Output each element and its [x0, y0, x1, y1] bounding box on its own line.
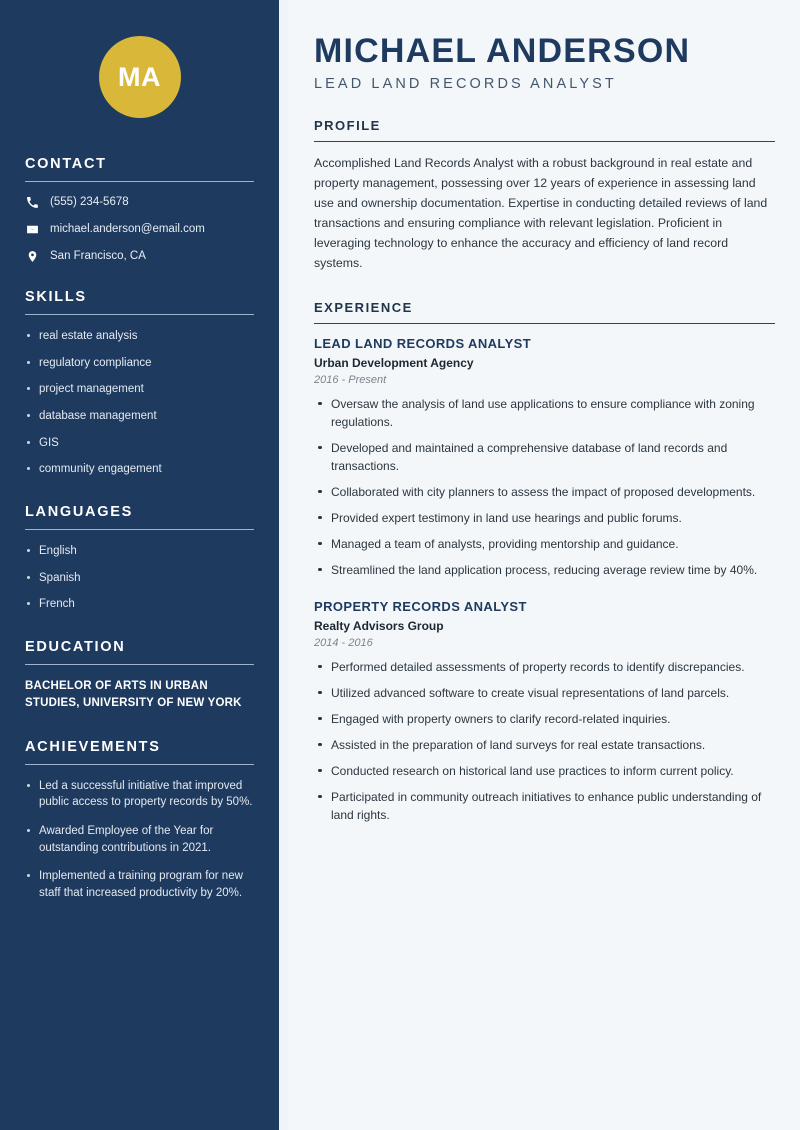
job-dates: 2016 - Present	[314, 373, 387, 386]
contact-item-phone[interactable]	[25, 195, 254, 209]
education-heading: EDUCATION	[25, 639, 126, 656]
job-company: Urban Development Agency	[314, 355, 474, 370]
achievements-list	[25, 778, 254, 902]
phone-icon	[25, 195, 39, 209]
skills-section	[25, 289, 254, 478]
list-item: Utilized advanced software to create visual representations of land parcels.	[314, 684, 775, 702]
job-dates: 2014 - 2016	[314, 636, 373, 649]
job-bullet-list	[314, 658, 775, 824]
list-item: Participated in community outreach initiatives to enhance public understanding of land rights.	[314, 788, 775, 824]
skills-divider	[25, 314, 254, 315]
experience-heading: EXPERIENCE	[314, 299, 413, 315]
contact-phone-value: (555) 234-5678	[50, 196, 129, 208]
education-entry: BACHELOR OF ARTS IN URBAN STUDIES, UNIVERSITY OF NEW YORK	[25, 680, 242, 710]
list-item: Managed a team of analysts, providing mentorship and guidance.	[314, 535, 775, 553]
list-item: French	[25, 596, 254, 613]
education-section	[25, 639, 254, 713]
achievements-divider	[25, 764, 254, 765]
contact-email-value: michael.anderson@email.com	[50, 223, 205, 235]
languages-heading: LANGUAGES	[25, 504, 133, 521]
skills-heading: SKILLS	[25, 289, 87, 305]
list-item: project management	[25, 381, 254, 398]
profile-text: Accomplished Land Records Analyst with a robust background in real estate and property management, possessing over 12 years of experience in assessing land use and ownership documentation. Expertise in conducting detailed reviews of land transactions and ensuring compliance with relevant legislation. Proficient in leveraging technology to enhance the accuracy and efficiency of land record systems.	[314, 156, 768, 270]
job-company: Realty Advisors Group	[314, 618, 444, 633]
profile-heading: PROFILE	[314, 118, 381, 134]
job-bullet-list	[314, 395, 775, 579]
list-item: Developed and maintained a comprehensive database of land records and transactions.	[314, 439, 775, 475]
contact-item-email[interactable]	[25, 222, 254, 236]
contact-heading: CONTACT	[25, 156, 107, 172]
job-title: PROPERTY RECORDS ANALYST	[314, 598, 527, 614]
map-pin-icon	[25, 249, 39, 263]
list-item: Spanish	[25, 570, 254, 587]
list-item: Led a successful initiative that improved public access to property records by 50%.	[25, 778, 254, 811]
avatar-container	[25, 0, 254, 156]
list-item: GIS	[25, 435, 254, 452]
languages-list	[25, 543, 254, 613]
skills-list	[25, 328, 254, 478]
education-divider	[25, 664, 254, 665]
envelope-icon	[25, 222, 39, 236]
profile-divider	[314, 141, 775, 142]
languages-section	[25, 504, 254, 613]
experience-entry	[314, 336, 775, 579]
experience-section	[314, 300, 775, 824]
list-item: English	[25, 543, 254, 560]
list-item: real estate analysis	[25, 328, 254, 345]
contact-location-value: San Francisco, CA	[50, 250, 146, 262]
contact-item-location[interactable]	[25, 249, 254, 263]
list-item: Oversaw the analysis of land use applications to ensure compliance with zoning regulations.	[314, 395, 775, 431]
list-item: Assisted in the preparation of land surveys for real estate transactions.	[314, 736, 775, 754]
list-item: Performed detailed assessments of property records to identify discrepancies.	[314, 658, 775, 676]
achievements-heading: ACHIEVEMENTS	[25, 738, 161, 755]
profile-section	[314, 118, 775, 273]
list-item: Streamlined the land application process, reducing average review time by 40%.	[314, 561, 775, 579]
contact-divider	[25, 181, 254, 182]
main-content	[288, 0, 800, 1130]
contact-section	[25, 156, 254, 263]
list-item: community engagement	[25, 461, 254, 478]
column-gap	[279, 0, 288, 1130]
job-title: LEAD LAND RECORDS ANALYST	[314, 335, 532, 351]
list-item: database management	[25, 408, 254, 425]
experience-entry	[314, 599, 775, 824]
achievements-section	[25, 739, 254, 902]
list-item: Conducted research on historical land use practices to inform current policy.	[314, 762, 775, 780]
list-item: Collaborated with city planners to assess the impact of proposed developments.	[314, 483, 775, 501]
list-item: Awarded Employee of the Year for outstanding contributions in 2021.	[25, 823, 254, 856]
languages-divider	[25, 529, 254, 530]
list-item: Engaged with property owners to clarify record-related inquiries.	[314, 710, 775, 728]
list-item: regulatory compliance	[25, 355, 254, 372]
page-title: MICHAEL ANDERSON	[314, 32, 691, 70]
sidebar	[0, 0, 279, 1130]
header-subtitle: LEAD LAND RECORDS ANALYST	[314, 76, 617, 93]
list-item: Provided expert testimony in land use hearings and public forums.	[314, 509, 775, 527]
experience-divider	[314, 323, 775, 324]
list-item: Implemented a training program for new staff that increased productivity by 20%.	[25, 868, 254, 901]
avatar: MA	[99, 36, 181, 118]
